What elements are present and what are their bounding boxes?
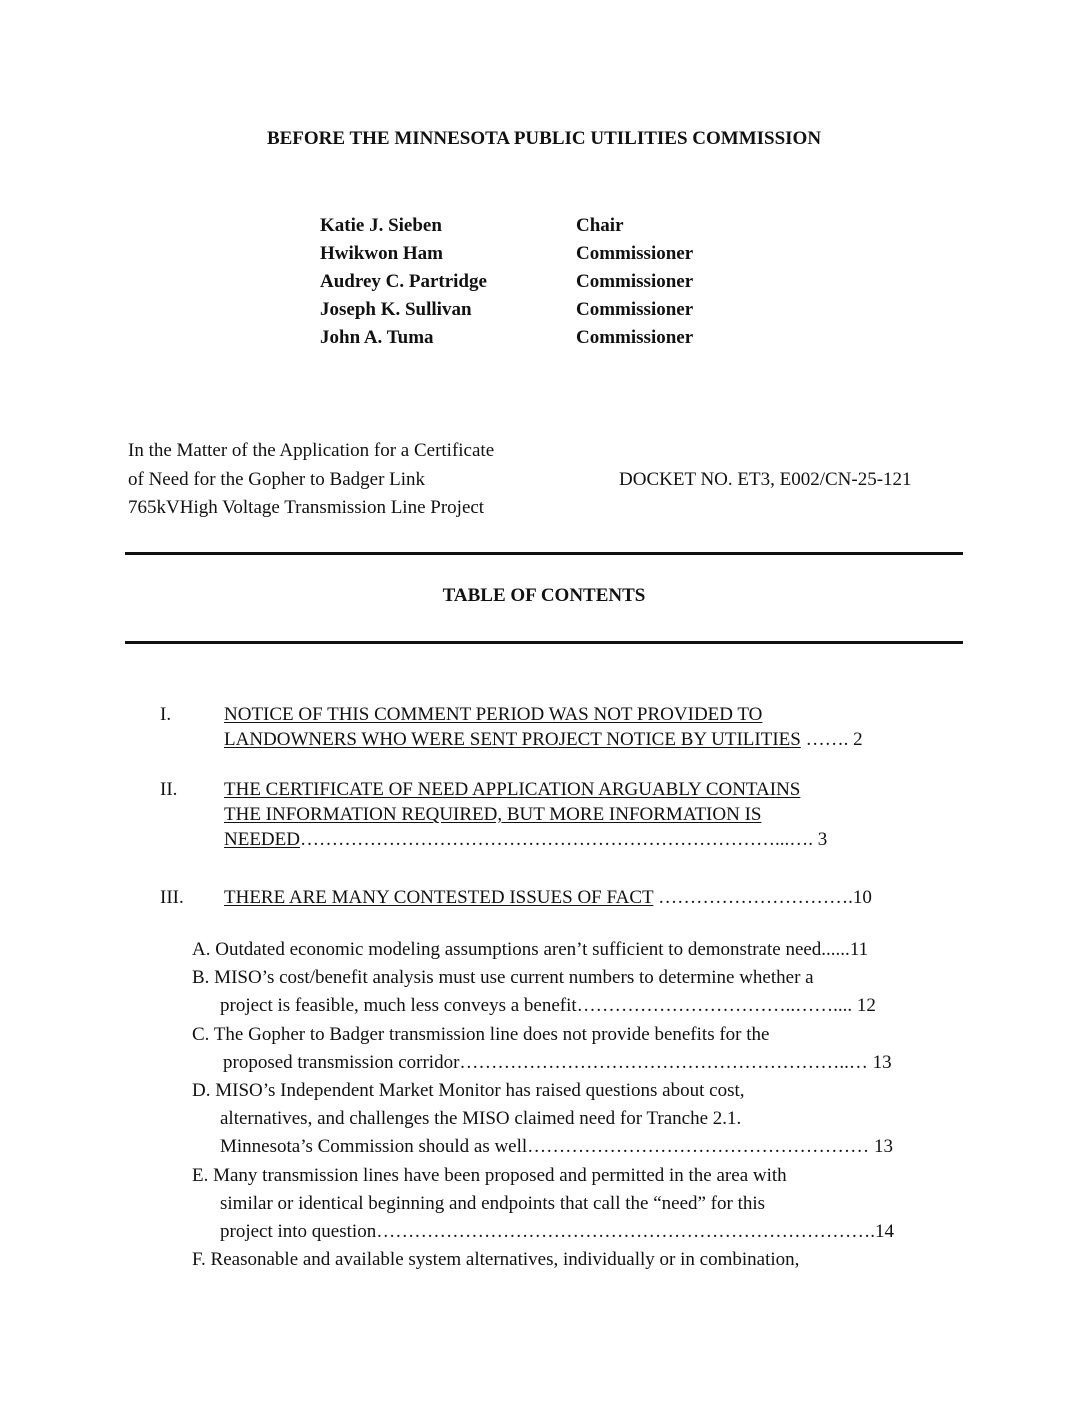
subsection-text: Minnesota’s Commission should as well……………………………………………… [220,1136,874,1158]
toc-subsection-continued[interactable] [192,1105,962,1133]
toc-subsection-continued[interactable] [192,992,962,1020]
page-number: 11 [849,939,869,960]
commissioner-role: Commissioner [576,271,694,292]
dot-leader: ……. [800,729,854,750]
commissioner-role: Commissioner [576,243,694,264]
subsection-text: A. Outdated economic modeling assumptions aren’t sufficient to demonstrate need...... [192,939,850,960]
section-number: III. [160,887,184,908]
commissioner-row [320,240,740,268]
toc-subsection[interactable] [192,936,962,964]
commission-roster [320,212,740,352]
toc-subsection-continued[interactable] [192,1133,962,1161]
commissioner-role: Commissioner [576,299,694,320]
toc-subsection-list [192,936,962,1274]
commissioner-role: Chair [576,215,624,236]
subsection-text: project is feasible, much less conveys a benefit……………………………..…….... [220,995,857,1017]
subsection-text: project into question……………………………………………………………………. [220,1221,875,1243]
commissioner-row [320,324,740,352]
page-number: 13 [873,1136,893,1158]
page-number: 13 [872,1051,892,1073]
commissioner-role: Commissioner [576,327,694,348]
subsection-text: similar or identical beginning and endpoints that call the “need” for this [220,1192,766,1214]
commissioner-name: Joseph K. Sullivan [320,299,472,320]
matter-line: 765kVHigh Voltage Transmission Line Project [128,497,485,518]
matter-caption [128,437,588,523]
toc-subsection-continued[interactable] [192,1190,962,1218]
toc-title: TABLE OF CONTENTS [442,585,646,606]
toc-link[interactable]: THERE ARE MANY CONTESTED ISSUES OF FACT [224,887,654,908]
page-number: 3 [817,829,828,850]
toc-subsection[interactable] [192,964,962,992]
subsection-text: C. The Gopher to Badger transmission line does not provide benefits for the [192,1023,770,1045]
dot-leader: …………………………. [653,887,853,908]
toc-subsection[interactable] [192,1162,962,1190]
subsection-text: proposed transmission corridor……………………………………………………..… [223,1051,873,1073]
toc-link[interactable]: NEEDED [224,829,300,850]
commissioner-name: John A. Tuma [320,327,434,348]
commissioner-row [320,212,740,240]
toc-link[interactable]: LANDOWNERS WHO WERE SENT PROJECT NOTICE BY UTILITIES [224,729,801,750]
page-number: 12 [856,995,876,1017]
toc-subsection[interactable] [192,1077,962,1105]
section-number: II. [160,779,178,800]
matter-line: of Need for the Gopher to Badger Link [128,468,426,490]
page-number: 14 [874,1221,894,1243]
toc-subsection-continued[interactable] [192,1218,962,1246]
subsection-text: F. Reasonable and available system alternatives, individually or in combination, [192,1249,800,1271]
subsection-text: E. Many transmission lines have been proposed and permitted in the area with [192,1164,787,1186]
dot-leader: …………………………………………………………………...…. [299,829,818,850]
section-number: I. [160,704,172,725]
toc-link[interactable]: THE CERTIFICATE OF NEED APPLICATION ARGUABLY CONTAINS [224,779,801,800]
toc-link[interactable]: NOTICE OF THIS COMMENT PERIOD WAS NOT PROVIDED TO [224,704,763,725]
commissioner-row [320,268,740,296]
toc-subsection[interactable] [192,1021,962,1049]
matter-line: In the Matter of the Application for a Certificate [128,440,495,461]
commissioner-name: Audrey C. Partridge [320,271,487,292]
commissioner-name: Katie J. Sieben [320,215,442,236]
page-number: 2 [853,729,863,750]
commissioner-row [320,296,740,324]
docket-number: DOCKET NO. ET3, E002/CN-25-121 [619,469,912,490]
divider-rule [125,552,963,555]
subsection-text: alternatives, and challenges the MISO claimed need for Tranche 2.1. [220,1108,742,1130]
subsection-text: B. MISO’s cost/benefit analysis must use current numbers to determine whether a [192,967,814,989]
page-number: 10 [852,887,872,908]
toc-link[interactable]: THE INFORMATION REQUIRED, BUT MORE INFORMATION IS [224,804,762,825]
document-heading: BEFORE THE MINNESOTA PUBLIC UTILITIES COMMISSION [266,128,822,149]
divider-rule [125,641,963,644]
toc-subsection-continued[interactable] [192,1049,962,1077]
toc-subsection[interactable] [192,1246,962,1274]
subsection-text: D. MISO’s Independent Market Monitor has raised questions about cost, [192,1080,745,1102]
commissioner-name: Hwikwon Ham [320,243,443,264]
